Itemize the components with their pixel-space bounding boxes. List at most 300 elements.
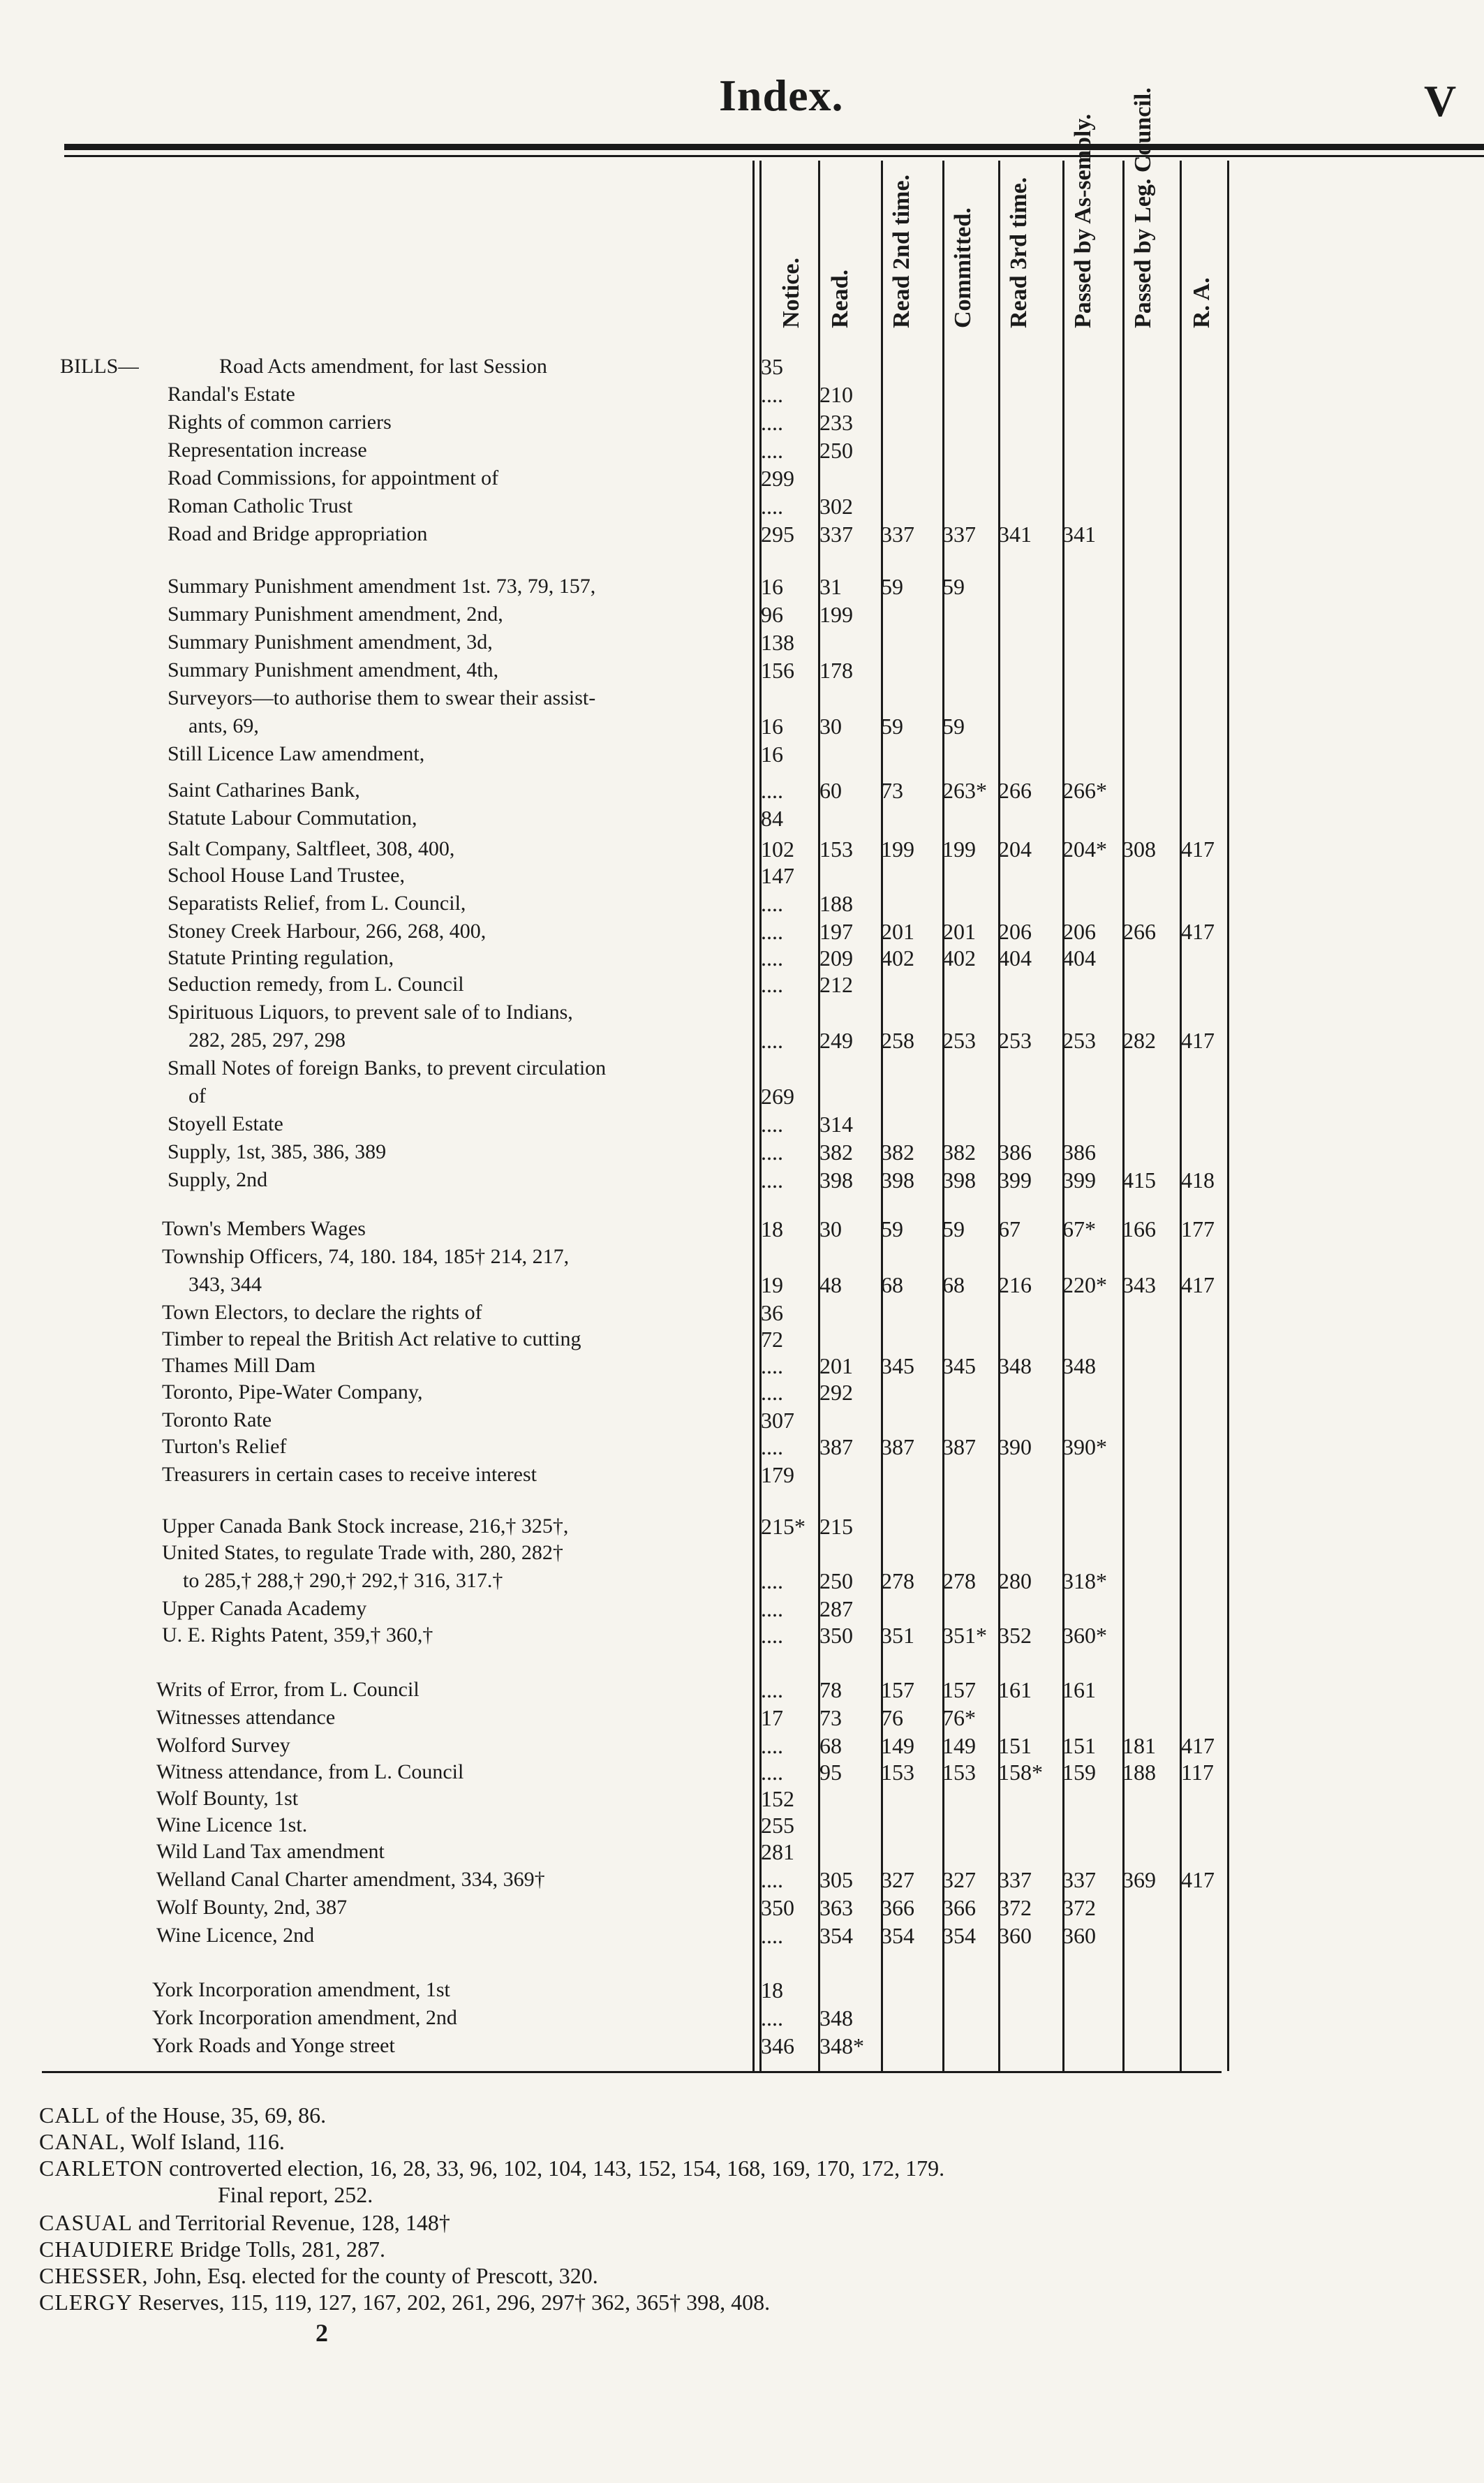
bill-cell: 158* — [998, 1760, 1043, 1785]
bill-cell: 76 — [881, 1705, 903, 1730]
bill-row — [0, 740, 1484, 768]
bill-label — [168, 628, 751, 656]
bill-cell: 201 — [881, 919, 914, 944]
bill-label — [168, 862, 751, 890]
bill-cell: .... — [761, 1434, 783, 1459]
bill-cell: 149 — [881, 1733, 914, 1758]
bill-row — [0, 1325, 1484, 1353]
bill-row — [0, 804, 1484, 832]
bill-cell: 95 — [819, 1760, 842, 1785]
bill-cell: 366 — [942, 1895, 976, 1920]
bill-cell: 250 — [819, 1568, 853, 1593]
bill-cell: 398 — [881, 1167, 914, 1193]
bill-cell: 157 — [881, 1677, 914, 1702]
bill-cell: 59 — [942, 1216, 965, 1242]
bill-label — [156, 1758, 751, 1786]
bill-label-text: Road Acts amendment, for last Session — [219, 355, 551, 378]
bill-cell: 178 — [819, 658, 853, 683]
bill-label — [219, 353, 751, 381]
bill-label-text: Town Electors, to declare the rights of — [162, 1301, 487, 1324]
bill-row — [0, 971, 1484, 999]
bill-label-text: Separatists Relief, from L. Council, — [168, 892, 470, 915]
bill-cell: 348 — [1062, 1353, 1096, 1378]
bill-label-text: Wolford Survey — [156, 1734, 295, 1757]
bill-cell: 372 — [1062, 1895, 1096, 1920]
bill-cell: 307 — [761, 1408, 794, 1433]
bill-row — [0, 1976, 1484, 2004]
entry-text: of the House, 35, 69, 86. — [105, 2102, 327, 2128]
column-header-label: Passed by As-sembly. — [1070, 114, 1096, 328]
bill-cell: 68 — [942, 1272, 965, 1297]
bill-cell: 215* — [761, 1514, 806, 1539]
bill-cell: .... — [761, 778, 783, 803]
bill-cell: 318* — [1062, 1568, 1107, 1593]
bill-label-text: Saint Catharines Bank, — [168, 779, 364, 802]
bill-cell: 138 — [761, 630, 794, 655]
bill-row — [0, 944, 1484, 972]
bill-label-text: Seduction remedy, from L. Council — [168, 973, 468, 996]
bill-cell: 48 — [819, 1272, 842, 1297]
bill-cell: 72 — [761, 1327, 783, 1352]
bill-cell: 233 — [819, 410, 853, 435]
bill-label-text: Summary Punishment amendment, 3d, — [168, 631, 497, 654]
column-header-label: Notice. — [778, 257, 804, 328]
bill-cell: 212 — [819, 972, 853, 997]
column-header-label: Read. — [827, 269, 853, 328]
entry-text: Wolf Island, 116. — [131, 2129, 285, 2154]
bill-label-text: United States, to regulate Trade with, 280, 282† — [162, 1541, 567, 1564]
bill-label — [168, 890, 751, 918]
bill-cell: 258 — [881, 1028, 914, 1053]
bill-cell: 281 — [761, 1839, 794, 1864]
bill-row — [0, 1271, 1484, 1299]
bill-row — [0, 1461, 1484, 1489]
bill-label — [162, 1512, 751, 1540]
bill-label — [162, 1433, 751, 1461]
bill-row — [0, 1299, 1484, 1327]
bill-cell: 201 — [819, 1353, 853, 1378]
header-rule-thin — [64, 155, 1484, 157]
bill-label — [168, 436, 751, 464]
bill-label — [168, 918, 751, 945]
bill-cell: 181 — [1122, 1733, 1156, 1758]
bill-cell: 382 — [942, 1140, 976, 1165]
bill-label-text: U. E. Rights Patent, 359,† 360,† — [162, 1623, 437, 1646]
bill-cell: 402 — [881, 945, 914, 971]
bill-cell: 327 — [881, 1867, 914, 1892]
bill-label — [168, 656, 751, 684]
bill-cell: .... — [761, 1760, 783, 1785]
bill-label — [168, 381, 751, 408]
bill-cell: 253 — [998, 1028, 1032, 1053]
bill-row — [0, 1866, 1484, 1894]
bill-label-text: Wine Licence 1st. — [156, 1813, 311, 1836]
bill-cell: 68 — [881, 1272, 903, 1297]
bill-cell: 269 — [761, 1084, 794, 1109]
bill-label — [168, 999, 751, 1026]
bill-label — [168, 408, 751, 436]
bill-label-text: Randal's Estate — [168, 383, 299, 406]
column-header-label: R. A. — [1189, 277, 1215, 328]
bill-label — [156, 1704, 751, 1732]
bill-cell: 151 — [998, 1733, 1032, 1758]
bill-cell: 266* — [1062, 778, 1107, 803]
entry-headword: CLERGY — [39, 2290, 133, 2315]
bill-cell: 280 — [998, 1568, 1032, 1593]
bill-cell: 36 — [761, 1300, 783, 1325]
bill-row — [0, 1406, 1484, 1434]
bill-cell: 206 — [1062, 919, 1096, 944]
entry-headword: CANAL, — [39, 2129, 126, 2154]
page-number: V — [1424, 76, 1457, 126]
bill-label — [188, 1271, 751, 1299]
bill-row — [0, 776, 1484, 804]
bill-cell: 153 — [819, 837, 853, 862]
bill-label — [168, 1138, 751, 1166]
bill-row — [0, 1922, 1484, 1950]
bill-cell: 337 — [942, 522, 976, 547]
bill-label-text: York Roads and Yonge street — [152, 2034, 399, 2057]
bill-cell: 188 — [1122, 1760, 1156, 1785]
bill-row — [0, 1138, 1484, 1166]
bill-row — [0, 1110, 1484, 1138]
bill-cell: 302 — [819, 494, 853, 519]
bills-heading: BILLS— — [60, 355, 140, 378]
entry-headword: CASUAL — [39, 2210, 133, 2235]
bill-cell: 292 — [819, 1380, 853, 1405]
bill-cell: 287 — [819, 1596, 853, 1621]
bill-row — [0, 573, 1484, 601]
bill-row — [0, 835, 1484, 863]
bill-cell: 199 — [881, 837, 914, 862]
bill-row — [0, 1704, 1484, 1732]
bill-label-text: Toronto Rate — [162, 1408, 276, 1431]
bill-label-text: Treasurers in certain cases to receive interest — [162, 1463, 541, 1486]
bill-cell: 372 — [998, 1895, 1032, 1920]
bill-cell: 153 — [942, 1760, 976, 1785]
bill-label-text: York Incorporation amendment, 1st — [152, 1978, 454, 2001]
column-header — [952, 168, 997, 328]
bill-row — [0, 1539, 1484, 1567]
bill-cell: 327 — [942, 1867, 976, 1892]
bill-cell: .... — [761, 1028, 783, 1053]
bill-cell: 417 — [1181, 919, 1215, 944]
bill-label-text: School House Land Trustee, — [168, 864, 409, 887]
bill-cell: 278 — [942, 1568, 976, 1593]
bill-label-text: Thames Mill Dam — [162, 1354, 320, 1377]
bill-row — [0, 1838, 1484, 1866]
bill-label — [162, 1352, 751, 1380]
bill-cell: .... — [761, 494, 783, 519]
bill-cell: 35 — [761, 354, 783, 379]
bill-row — [0, 2004, 1484, 2032]
bill-cell: 390 — [998, 1434, 1032, 1459]
bill-label — [162, 1595, 751, 1623]
bill-cell: 67 — [998, 1216, 1021, 1242]
column-header-label: Read 2nd time. — [889, 174, 914, 328]
bill-cell: .... — [761, 438, 783, 463]
column-header — [1070, 114, 1117, 328]
entry-text: Final report, 252. — [218, 2182, 373, 2207]
bill-cell: 161 — [1062, 1677, 1096, 1702]
bill-cell: 30 — [819, 1216, 842, 1242]
bill-cell: 295 — [761, 522, 794, 547]
bill-label-text: Surveyors—to authorise them to swear their assist- — [168, 686, 600, 709]
bill-cell: 282 — [1122, 1028, 1156, 1053]
bill-cell: 345 — [881, 1353, 914, 1378]
bill-label-text: Statute Labour Commutation, — [168, 806, 421, 830]
bill-cell: 59 — [881, 574, 903, 599]
bill-cell: 351 — [881, 1623, 914, 1648]
bill-cell: .... — [761, 1353, 783, 1378]
index-entry — [218, 2181, 373, 2208]
bill-cell: 19 — [761, 1272, 783, 1297]
bill-cell: 179 — [761, 1462, 794, 1487]
bill-cell: 305 — [819, 1867, 853, 1892]
bill-cell: 152 — [761, 1786, 794, 1811]
bill-cell: 157 — [942, 1677, 976, 1702]
bill-label — [188, 1082, 751, 1110]
bill-cell: 166 — [1122, 1216, 1156, 1242]
bill-label — [188, 1026, 751, 1054]
bill-cell: 199 — [942, 837, 976, 862]
bill-label — [162, 1621, 751, 1649]
bill-cell: 417 — [1181, 1028, 1215, 1053]
bill-label-text: Roman Catholic Trust — [168, 494, 357, 517]
bill-row — [0, 436, 1484, 464]
column-header — [1130, 87, 1177, 328]
bill-cell: 255 — [761, 1813, 794, 1838]
bill-label-text: Stoyell Estate — [168, 1112, 288, 1135]
bill-row — [0, 1785, 1484, 1813]
bill-label — [162, 1378, 751, 1406]
bill-label-text: Summary Punishment amendment 1st. 73, 79, 157, — [168, 575, 600, 598]
bill-cell: 417 — [1181, 837, 1215, 862]
bill-cell: 17 — [761, 1705, 783, 1730]
bill-cell: 415 — [1122, 1167, 1156, 1193]
bill-cell: 337 — [998, 1867, 1032, 1892]
bill-cell: 337 — [819, 522, 853, 547]
bill-cell: 199 — [819, 602, 853, 627]
bill-label — [156, 1838, 751, 1866]
bill-label-text: Wild Land Tax amendment — [156, 1840, 389, 1863]
bill-label — [156, 1732, 751, 1760]
bill-label-text: Turton's Relief — [162, 1435, 290, 1458]
bill-cell: 417 — [1181, 1867, 1215, 1892]
bill-label — [168, 971, 751, 999]
bill-cell: 96 — [761, 602, 783, 627]
bill-cell: 386 — [1062, 1140, 1096, 1165]
bill-label-text: Road and Bridge appropriation — [168, 522, 431, 545]
bill-cell: 398 — [819, 1167, 853, 1193]
bill-cell: 266 — [1122, 919, 1156, 944]
bill-cell: 299 — [761, 466, 794, 491]
bill-label-text: Statute Printing regulation, — [168, 946, 398, 969]
bill-cell: 59 — [942, 714, 965, 739]
bill-cell: 382 — [819, 1140, 853, 1165]
index-entry — [39, 2262, 598, 2289]
entry-headword: CALL — [39, 2102, 101, 2128]
bill-label-text: Wolf Bounty, 1st — [156, 1787, 302, 1810]
column-header — [1008, 168, 1053, 328]
bill-label-text: Wolf Bounty, 2nd, 387 — [156, 1896, 351, 1919]
bill-label — [152, 2032, 751, 2060]
bill-cell: 60 — [819, 778, 842, 803]
bill-cell: 249 — [819, 1028, 853, 1053]
column-header — [829, 168, 874, 328]
bill-row — [0, 656, 1484, 684]
bill-cell: 59 — [881, 1216, 903, 1242]
bill-label-text: Toronto, Pipe-Water Company, — [162, 1380, 426, 1403]
bill-label-text: 343, 344 — [188, 1273, 266, 1296]
bill-cell: .... — [761, 972, 783, 997]
column-header — [891, 168, 935, 328]
bill-cell: 30 — [819, 714, 842, 739]
bill-cell: 390* — [1062, 1434, 1107, 1459]
bill-cell: 348 — [819, 2005, 853, 2031]
bill-label-text: Small Notes of foreign Banks, to prevent circulation — [168, 1056, 610, 1080]
bill-label-text: Witnesses attendance — [156, 1706, 339, 1729]
bill-label-text: of — [188, 1084, 210, 1107]
bill-cell: 417 — [1181, 1733, 1215, 1758]
bill-row — [0, 1082, 1484, 1110]
bill-cell: 366 — [881, 1895, 914, 1920]
bill-label-text: Summary Punishment amendment, 4th, — [168, 658, 503, 681]
bill-cell: 67* — [1062, 1216, 1096, 1242]
entry-text: Bridge Tolls, 281, 287. — [179, 2237, 385, 2262]
entry-text: John, Esq. elected for the county of Prescott, 320. — [154, 2263, 598, 2288]
bill-row — [0, 999, 1484, 1026]
bill-cell: 348* — [819, 2033, 864, 2058]
bill-cell: 253 — [942, 1028, 976, 1053]
bill-row — [0, 1621, 1484, 1649]
bill-cell: 354 — [881, 1923, 914, 1948]
bill-cell: 404 — [998, 945, 1032, 971]
bill-cell: 346 — [761, 2033, 794, 2058]
bill-label — [162, 1539, 751, 1567]
bill-cell: 399 — [1062, 1167, 1096, 1193]
bill-row — [0, 1732, 1484, 1760]
bill-cell: 350 — [819, 1623, 853, 1648]
bill-row — [0, 918, 1484, 945]
bill-label — [168, 804, 751, 832]
bill-cell: 156 — [761, 658, 794, 683]
bill-label — [156, 1676, 751, 1704]
bill-label — [152, 2004, 751, 2032]
bill-cell: .... — [761, 1867, 783, 1892]
bill-row — [0, 464, 1484, 492]
bill-row — [0, 1758, 1484, 1786]
bill-cell: 348 — [998, 1353, 1032, 1378]
bill-cell: 216 — [998, 1272, 1032, 1297]
bill-cell: 16 — [761, 742, 783, 767]
bill-row — [0, 2032, 1484, 2060]
bill-label — [168, 1110, 751, 1138]
bill-cell: 117 — [1181, 1760, 1214, 1785]
bill-label — [168, 492, 751, 520]
bill-cell: 350 — [761, 1895, 794, 1920]
bill-label — [168, 1054, 751, 1082]
bill-label — [168, 601, 751, 628]
bill-cell: 206 — [998, 919, 1032, 944]
column-header-label: Read 3rd time. — [1006, 177, 1032, 328]
bill-label-text: Upper Canada Bank Stock increase, 216,† 325†, — [162, 1515, 572, 1538]
bill-row — [0, 1352, 1484, 1380]
bill-cell: 418 — [1181, 1167, 1215, 1193]
bill-label — [168, 520, 751, 548]
bill-label-text: 282, 285, 297, 298 — [188, 1029, 350, 1052]
bill-cell: 31 — [819, 574, 842, 599]
bill-row — [0, 1054, 1484, 1082]
bill-cell: 369 — [1122, 1867, 1156, 1892]
bill-cell: .... — [761, 1733, 783, 1758]
bill-cell: 343 — [1122, 1272, 1156, 1297]
column-header-label: Committed. — [950, 207, 976, 328]
bill-row — [0, 1894, 1484, 1922]
bill-cell: 59 — [881, 714, 903, 739]
bill-label-text: Witness attendance, from L. Council — [156, 1760, 468, 1783]
bill-label — [162, 1406, 751, 1434]
bill-cell: 84 — [761, 806, 783, 831]
bill-row — [0, 408, 1484, 436]
bill-cell: 73 — [881, 778, 903, 803]
bill-row — [0, 1567, 1484, 1595]
bill-cell: 16 — [761, 574, 783, 599]
entry-headword: CHAUDIERE — [39, 2237, 175, 2262]
bill-cell: .... — [761, 945, 783, 971]
bill-cell: .... — [761, 2005, 783, 2031]
bill-label-text: Township Officers, 74, 180. 184, 185† 214, 217, — [162, 1245, 573, 1268]
bill-cell: 18 — [761, 1216, 783, 1242]
bill-cell: 215 — [819, 1514, 853, 1539]
bill-cell: 341 — [998, 522, 1032, 547]
bill-label-text: Summary Punishment amendment, 2nd, — [168, 603, 507, 626]
bill-cell: 188 — [819, 891, 853, 916]
index-entry — [39, 2155, 944, 2181]
bill-row — [0, 1243, 1484, 1271]
bill-cell: 197 — [819, 919, 853, 944]
bill-cell: 151 — [1062, 1733, 1096, 1758]
bill-cell: 360 — [998, 1923, 1032, 1948]
bill-cell: 402 — [942, 945, 976, 971]
bill-cell: 386 — [998, 1140, 1032, 1165]
bill-row — [0, 628, 1484, 656]
bill-cell: 73 — [819, 1705, 842, 1730]
bill-cell: 177 — [1181, 1216, 1215, 1242]
bill-label-text: Timber to repeal the British Act relative to cutting — [162, 1327, 585, 1350]
bill-cell: 76* — [942, 1705, 976, 1730]
bill-label-text: to 285,† 288,† 290,† 292,† 316, 317.† — [183, 1569, 507, 1592]
bill-cell: 345 — [942, 1353, 976, 1378]
bill-label-text: Wine Licence, 2nd — [156, 1924, 318, 1947]
bill-row — [0, 1512, 1484, 1540]
bill-cell: 382 — [881, 1140, 914, 1165]
bill-cell: 220* — [1062, 1272, 1107, 1297]
bill-label — [168, 1166, 751, 1194]
bill-row — [0, 1676, 1484, 1704]
bill-label-text: Still Licence Law amendment, — [168, 742, 429, 765]
bill-row — [0, 1166, 1484, 1194]
bill-label — [183, 1567, 751, 1595]
bill-row — [0, 601, 1484, 628]
bill-cell: 352 — [998, 1623, 1032, 1648]
bill-label-text: Representation increase — [168, 439, 371, 462]
bill-row — [0, 381, 1484, 408]
bill-cell: 210 — [819, 382, 853, 407]
bill-label — [162, 1299, 751, 1327]
bill-cell: 204 — [998, 837, 1032, 862]
bill-cell: .... — [761, 1112, 783, 1137]
